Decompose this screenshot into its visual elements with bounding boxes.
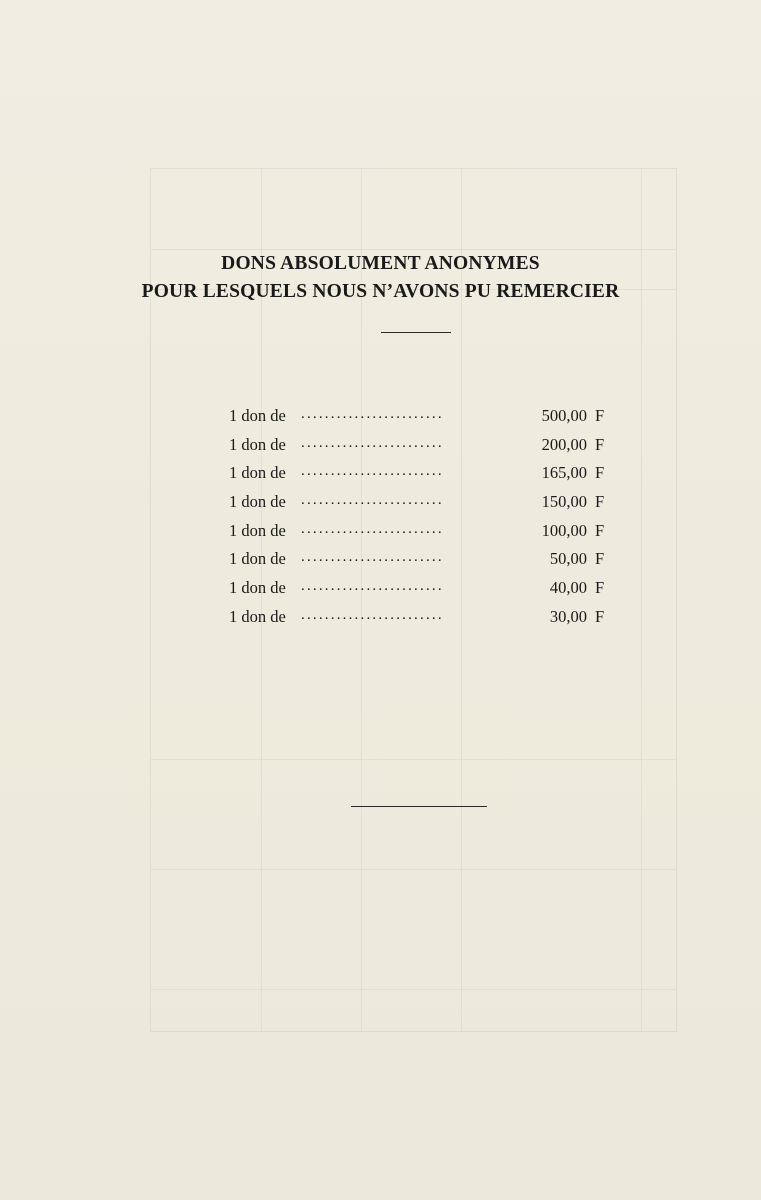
currency-unit: F [595, 463, 605, 483]
currency-unit: F [595, 606, 605, 626]
donation-row [229, 517, 619, 546]
donation-amount: 50,00 [549, 549, 587, 569]
dot-leader: ........................ [301, 578, 444, 595]
donation-label: 1 don de [229, 578, 286, 598]
currency-unit: F [595, 492, 605, 512]
donation-row [229, 459, 619, 488]
donation-amount: 200,00 [541, 434, 587, 454]
donation-label: 1 don de [229, 520, 286, 540]
dot-leader: ........................ [301, 463, 444, 480]
dot-leader: ........................ [301, 434, 444, 451]
donation-amount: 30,00 [549, 606, 587, 626]
donation-label: 1 don de [229, 463, 286, 483]
donation-label: 1 don de [229, 549, 286, 569]
donation-label: 1 don de [229, 434, 286, 454]
title-divider [381, 332, 451, 333]
currency-unit: F [595, 406, 605, 425]
donation-row [229, 603, 619, 632]
currency-unit: F [595, 578, 605, 598]
dot-leader: ........................ [301, 492, 444, 509]
donation-label: 1 don de [229, 606, 286, 626]
donation-amount: 100,00 [541, 520, 587, 540]
donation-label: 1 don de [229, 406, 286, 425]
currency-unit: F [595, 520, 605, 540]
donation-row [229, 574, 619, 603]
page-title [0, 250, 761, 306]
dot-leader: ........................ [301, 606, 444, 623]
donation-amount: 40,00 [549, 578, 587, 598]
dot-leader: ........................ [301, 406, 444, 422]
donation-row [229, 431, 619, 460]
dot-leader: ........................ [301, 549, 444, 566]
donation-list [229, 402, 619, 632]
donation-row [229, 545, 619, 574]
currency-unit: F [595, 434, 605, 454]
donation-amount: 165,00 [541, 463, 587, 483]
currency-unit: F [595, 549, 605, 569]
donation-row [229, 488, 619, 517]
donation-row [229, 402, 619, 431]
donation-label: 1 don de [229, 492, 286, 512]
title-line-2: POUR LESQUELS NOUS N’AVONS PU REMERCIER [141, 281, 620, 302]
dot-leader: ........................ [301, 520, 444, 537]
closing-divider [351, 806, 487, 807]
donation-amount: 150,00 [541, 492, 587, 512]
title-line-1: DONS ABSOLUMENT ANONYMES [221, 253, 540, 274]
donation-amount: 500,00 [541, 406, 587, 425]
